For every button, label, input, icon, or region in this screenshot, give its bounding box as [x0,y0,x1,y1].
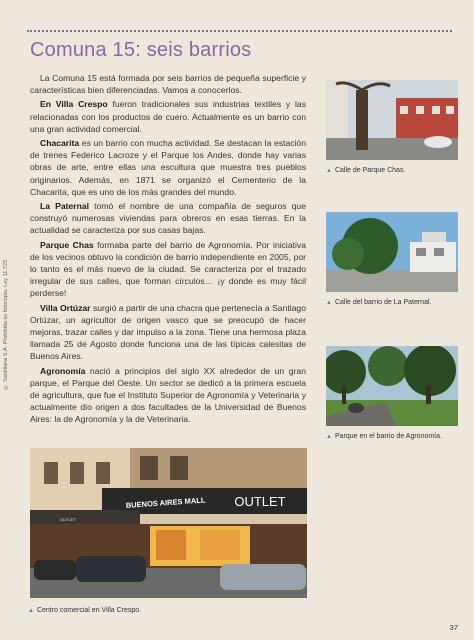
paragraph-parque-chas [30,239,306,300]
photo-agronomia [326,346,458,426]
street-photo-illustration [326,212,458,292]
caption-text: Calle del barrio de La Paternal. [334,299,432,306]
paragraph-text: es un barrio con mucha actividad. Se destacan la estación de trenes Federico Lacroze y el Parque los Andes, donde hay varias obras de arte, entre ellas una escultura que muestra tres pueblos originarios. Además, en 1871 se organizó el Cementerio de la Chacarita, que es uno de los más grandes del mundo. [30,138,306,197]
caption-agronomia [326,432,466,442]
caption-text: Centro comercial en Villa Crespo. [36,607,142,614]
keyword-paternal: La Paternal [40,201,90,212]
paragraph-paternal [30,200,306,237]
body-text [30,72,306,428]
keyword-chacarita: Chacarita [40,138,80,149]
paragraph-text: surgió a partir de una chacra que pertenecía a Santiago Ortúzar, un agricultor de origen vasco que se preocupó de hacer mejoras, trazar calles y dar impulso a la zona. Tiene una hermosa plaza llamada 25 de Agosto donde funciona una de las típicas calesitas de Buenos Aires. [30,302,306,362]
paragraph-villa-ortuzar [30,302,306,363]
paragraph-villa-crespo [30,98,306,135]
park-photo-illustration [326,346,458,426]
triangle-marker-icon: ▲ [28,608,34,614]
caption-text: Calle de Parque Chas. [334,167,406,174]
triangle-marker-icon: ▲ [326,300,332,306]
keyword-villa-ortuzar: Villa Ortúzar [40,302,91,313]
paragraph-intro: La Comuna 15 está formada por seis barrios de pequeña superficie y características bien diferenciadas. Vamos a conocerlos. [30,73,306,96]
paragraph-chacarita [30,137,306,198]
photo-villa-crespo [30,448,307,598]
caption-villa-crespo [28,606,268,616]
sign-outlet: OUTLET [234,494,286,509]
storefront-photo-illustration [30,448,307,598]
paragraph-text: fueron tradicionales sus industrias textiles y las relacionadas con los productos de cuero. Actualmente es un barrio con una gran actividad comercial. [30,99,306,134]
triangle-marker-icon: ▲ [326,168,332,174]
copyright-note: © Santillana S.A. Prohibida su fotocopia. Ley 11.723 [3,260,9,390]
caption-paternal [326,298,458,308]
photo-paternal [326,212,458,292]
page-number: 37 [449,623,458,632]
paragraph-agronomia [30,365,306,426]
page-title: Comuna 15: seis barrios [30,39,252,61]
keyword-agronomia: Agronomía [40,365,86,376]
street-photo-illustration [326,80,458,160]
photo-parque-chas [326,80,458,160]
keyword-villa-crespo: En Villa Crespo [40,99,108,110]
header-dotted-rule [27,30,452,32]
paragraph-text: nació a principios del siglo XX alrededor de un gran parque, el Parque del Oeste. Un sector se dedicó a la primera escuela de agricultura, que fue el Instituto Superior de Agronomía y Veterinaria y actualmente dio origen a dos facultades de la Universidad de Buenos Aires: la de Agronomía y la de Veterinaria. [30,365,306,425]
caption-parque-chas [326,166,458,176]
paragraph-text: tomó el nombre de una compañía de seguros que construyó numerosas viviendas para obreros en esas tierras. En la actualidad se caracteriza por sus casas bajas. [30,201,306,236]
triangle-marker-icon: ▲ [326,434,332,440]
paragraph-text: formaba parte del barrio de Agronomía. Por iniciativa de los vecinos obtuvo la condición de barrio independiente en 2005, por lo tanto es el más nuevo de la ciudad. Se caracteriza por el trazado irregular de sus calles, que forman círculos… ¡y donde es muy fácil perderse! [30,239,306,299]
keyword-parque-chas: Parque Chas [40,239,94,250]
sign-store: BUENOS AIRES MALL [125,495,206,510]
caption-text: Parque en el barrio de Agronomía. [334,433,442,440]
sign-small: OUTLET [60,517,76,522]
